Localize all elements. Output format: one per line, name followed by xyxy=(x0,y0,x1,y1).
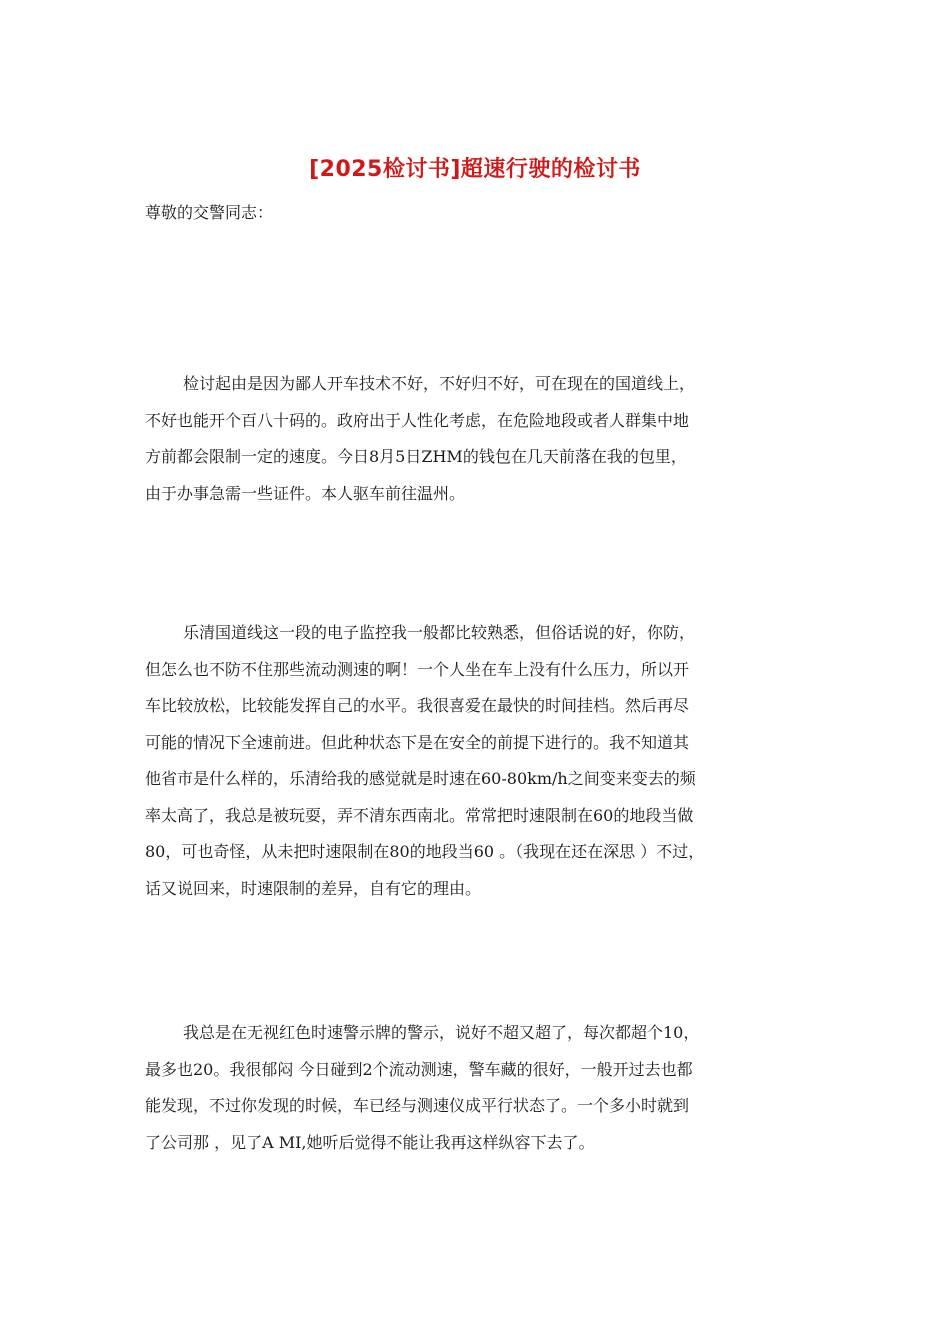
paragraph-line: 能发现，不过你发现的时候，车已经与测速仪成平行状态了。一个多小时就到 xyxy=(145,1096,690,1115)
paragraph-3 xyxy=(145,1015,815,1161)
salutation: 尊敬的交警同志： xyxy=(145,203,274,222)
document-title: [2025检讨书]超速行驶的检讨书 xyxy=(309,157,641,182)
paragraph-line: 话又说回来，时速限制的差异，自有它的理由。 xyxy=(145,878,482,898)
paragraph-line: 由于办事急需一些证件。本人驱车前往温州。 xyxy=(145,483,466,503)
paragraph-line: 最多也20。我很郁闷 今日碰到2个流动测速，警车藏的很好，一般开过去也都 xyxy=(145,1059,693,1079)
paragraph-2 xyxy=(145,615,815,907)
paragraph-line: 车比较放松，比较能发挥自己的水平。我很喜爱在最快的时间挂档。然后再尽 xyxy=(145,696,690,715)
paragraph-line: 了公司那 ，见了A MI,她听后觉得不能让我再这样纵容下去了。 xyxy=(145,1132,595,1152)
paragraph-line: 乐清国道线这一段的电子监控我一般都比较熟悉，但俗话说的好，你防， xyxy=(183,623,696,642)
paragraph-line: 可能的情况下全速前进。但此种状态下是在安全的前提下进行的。我不知道其 xyxy=(145,732,690,752)
paragraph-1 xyxy=(145,366,815,512)
paragraph-line: 但怎么也不防不住那些流动测速的啊！一个人坐在车上没有什么压力，所以开 xyxy=(145,659,690,679)
paragraph-line: 80，可也奇怪，从未把时速限制在80的地段当60 。（我现在还在深思 ）不过， xyxy=(145,842,705,861)
paragraph-line: 他省市是什么样的，乐清给我的感觉就是时速在60-80km/h之间变来变去的频 xyxy=(145,769,696,788)
paragraph-line: 我总是在无视红色时速警示牌的警示，说好不超又超了，每次都超个10， xyxy=(183,1023,700,1042)
paragraph-line: 率太高了，我总是被玩耍，弄不清东西南北。常常把时速限制在60的地段当做 xyxy=(145,805,694,825)
paragraph-line: 检讨起由是因为鄙人开车技术不好，不好归不好，可在现在的国道线上， xyxy=(183,374,696,393)
paragraph-line: 方前都会限制一定的速度。今日8月5日ZHM的钱包在几天前落在我的包里， xyxy=(145,447,687,466)
paragraph-line: 不好也能开个百八十码的。政府出于人性化考虑，在危险地段或者人群集中地 xyxy=(145,410,690,430)
